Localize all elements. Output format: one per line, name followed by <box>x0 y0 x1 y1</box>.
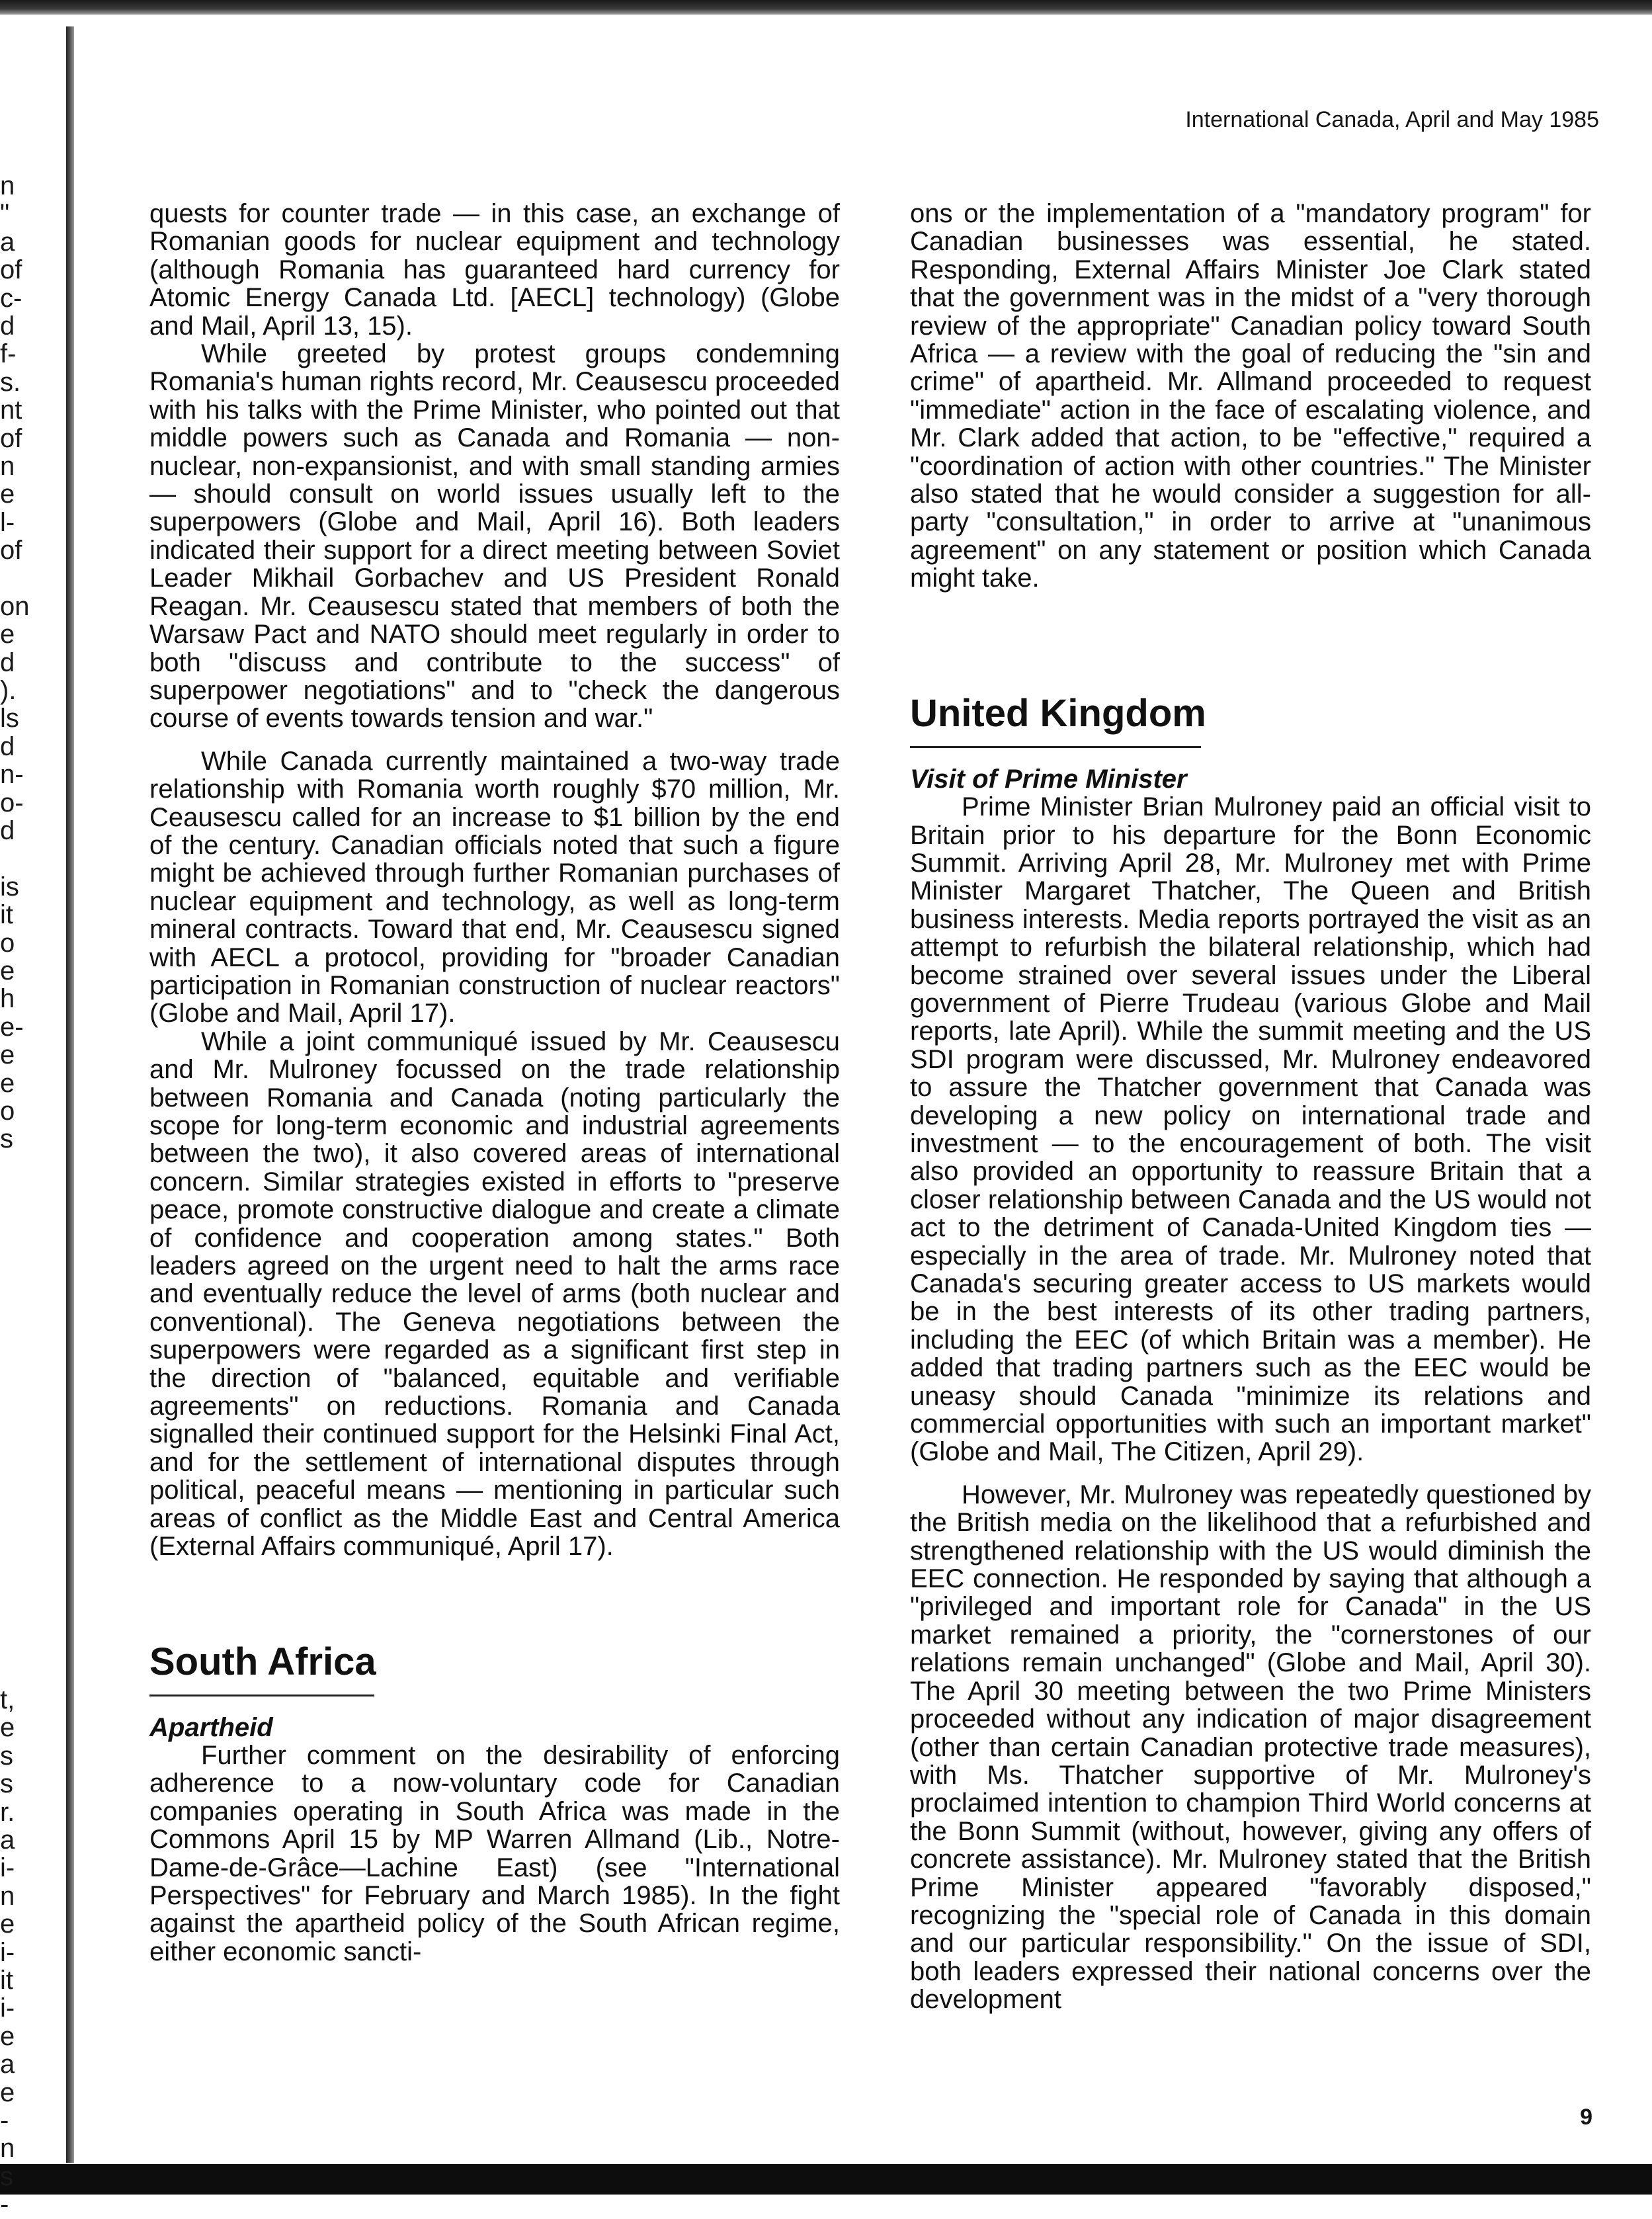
scan-binding-edge <box>66 26 74 2163</box>
cut-off-fragment: it <box>0 1966 13 1995</box>
cut-off-fragment <box>0 1349 40 1377</box>
cut-off-fragment: s <box>0 1124 13 1154</box>
cut-off-fragment: e <box>0 1068 15 1098</box>
body-paragraph: quests for counter trade — in this case, an exchange of Romanian goods for nuclear equipment and technology (although Romania has guaranteed hard currency for Atomic Energy Canada Ltd. [AECL] technology) (Globe and Mail, April 13, 15). <box>149 199 840 341</box>
body-paragraph: However, Mr. Mulroney was repeatedly questioned by the British media on the likelihood that a refurbished and strengthened relationship with the US would diminish the EEC connection. He responded by saying that although a "privileged and important role for Canada" in the US market remained a priority, the "cornerstones of our relations remain unchanged" (Globe and Mail, April 30). The April 30 meeting between the two Prime Ministers proceeded without any indication of major disagreement (other than certain Canadian protective trade measures), with Ms. Thatcher supportive of Mr. Mulroney's proclaimed intention to champion Third World concerns at the Bonn Summit (without, however, giving any offers of concrete assistance). Mr. Mulroney stated that the British Prime Minister appeared "favorably disposed," recognizing the "special role of Canada in this domain and our particular responsibility." On the issue of SDI, both leaders expressed their national concerns over the development <box>910 1480 1591 2015</box>
cut-off-fragment: n <box>0 171 15 200</box>
body-paragraph: While Canada currently maintained a two-way trade relationship with Romania worth roughly $70 million, Mr. Ceausescu called for an increase to $1 billion by the end of the century. Canadian officials noted that such a figure might be achieved through further Romanian purchases of nuclear equipment and technology, as well as long-term mineral contracts. Toward that end, Mr. Ceausescu signed with AECL a protocol, providing for "broader Canadian participation in Romanian construction of nuclear reactors" (Globe and Mail, April 17). <box>149 746 840 1028</box>
cut-off-fragment: ). <box>0 676 17 706</box>
cut-off-fragment: is <box>0 872 19 901</box>
section-heading-united-kingdom: United Kingdom <box>910 691 1206 735</box>
left-column <box>149 200 840 1966</box>
page-number: 9 <box>1580 2105 1592 2130</box>
section-rule <box>910 746 1201 748</box>
body-paragraph: ons or the implementation of a "mandatory program" for Canadian businesses was essential, he stated. Responding, External Affairs Minister Joe Clark stated that the government was in the midst of a "very thorough review of the appropriate" Canadian policy toward South Africa — a review with the goal of reducing the "sin and crime" of apartheid. Mr. Allmand proceeded to request "immediate" action in the face of escalating violence, and Mr. Clark added that action, to be "effective," required a "coordination of action with other countries." The Minister also stated that he would consider a suggestion for all-party "consultation," in order to arrive at "unanimous agreement" on any statement or position which Canada might take. <box>910 199 1591 593</box>
cut-off-fragment: n <box>0 2134 15 2163</box>
body-paragraph: While greeted by protest groups condemning Romania's human rights record, Mr. Ceausescu proceeded with his talks with the Prime Minister, who pointed out that middle powers such as Canada and Romania — non-nuclear, non-expansionist, and with small standing armies — should consult on world issues usually left to the superpowers (Globe and Mail, April 16). Both leaders indicated their support for a direct meeting between Soviet Leader Mikhail Gorbachev and US President Ronald Reagan. Mr. Ceausescu stated that members of both the Warsaw Pact and NATO should meet regularly in order to both "discuss and contribute to the success" of superpower negotiations" and to "check the dangerous course of events towards tension and war." <box>149 339 840 733</box>
cut-off-fragment: a <box>0 2050 15 2079</box>
cut-off-fragment: - <box>0 2190 9 2219</box>
cut-off-fragment: e <box>0 1040 15 1070</box>
cut-off-fragment <box>0 1434 40 1462</box>
subheading-apartheid: Apartheid <box>149 1712 273 1742</box>
cut-off-fragment: a <box>0 1825 15 1855</box>
cut-off-fragment: of <box>0 423 22 453</box>
cut-off-fragment: e <box>0 480 15 509</box>
cut-off-fragment <box>0 1294 40 1321</box>
right-column <box>910 200 1591 2014</box>
cut-off-fragment: o <box>0 1096 15 1126</box>
cut-off-fragment: o <box>0 928 15 958</box>
cut-off-fragment: n <box>0 451 15 481</box>
cut-off-fragment <box>0 1209 40 1237</box>
cut-off-fragment: e <box>0 620 15 649</box>
cut-off-fragment: on <box>0 591 30 621</box>
cut-off-fragment <box>0 1181 40 1209</box>
cut-off-fragment: nt <box>0 396 22 425</box>
cut-off-fragment <box>0 1237 40 1265</box>
cut-off-fragment: ls <box>0 704 19 733</box>
cut-off-fragment <box>0 1321 40 1349</box>
cut-off-fragment: n- <box>0 760 24 790</box>
cut-off-fragment <box>0 1518 40 1546</box>
cut-off-fragment: of <box>0 536 22 565</box>
section-rule <box>149 1695 374 1696</box>
cut-off-fragment: s <box>0 1769 13 1799</box>
cut-off-fragment: d <box>0 816 15 845</box>
cut-off-fragment: s <box>0 2161 13 2191</box>
cut-off-fragment <box>0 1658 40 1686</box>
cut-off-fragment: e <box>0 1713 15 1743</box>
cut-off-fragment <box>0 1153 40 1181</box>
cut-off-fragment: e <box>0 956 15 985</box>
cut-off-fragment: it <box>0 900 13 930</box>
cut-off-fragment: a <box>0 227 15 257</box>
cut-off-fragment <box>0 845 40 872</box>
cut-off-fragment: - <box>0 2105 9 2135</box>
cut-off-fragment: i- <box>0 1993 15 2023</box>
subheading-visit-of-prime-minister: Visit of Prime Minister <box>910 764 1187 794</box>
cut-off-fragment: l- <box>0 507 15 537</box>
cut-off-fragment: s <box>0 1741 13 1771</box>
body-paragraph: Prime Minister Brian Mulroney paid an official visit to Britain prior to his departure for the Bonn Economic Summit. Arriving April 28, Mr. Mulroney met with Prime Minister Margaret Thatcher, The Queen and British business interests. Media reports portrayed the visit as an attempt to refurbish the bilateral relationship, which had become strained over several issues under the Liberal government of Pierre Trudeau (various Globe and Mail reports, late April). While the summit meeting and the US SDI program were discussed, Mr. Mulroney endeavored to assure the Thatcher government that Canada was developing a new policy on international trade and investment — to the encouragement of both. The visit also provided an opportunity to reassure Britain that a closer relationship between Canada and the US would not act to the detriment of Canada-United Kingdom ties — especially in the area of trade. Mr. Mulroney noted that Canada's securing greater access to US markets would be in the best interests of its other trading partners, including the EEC (of which Britain was a member). He added that trading partners such as the EEC would be uneasy should Canada "minimize its relations and commercial opportunities with such an important market" (Globe and Mail, The Citizen, April 29). <box>910 792 1591 1467</box>
cut-off-fragment: r. <box>0 1797 15 1827</box>
cut-off-previous-page-text <box>0 171 40 2219</box>
cut-off-fragment <box>0 1574 40 1602</box>
cut-off-fragment: i- <box>0 1853 15 1883</box>
body-paragraph: While a joint communiqué issued by Mr. Ceausescu and Mr. Mulroney focussed on the trade relationship between Romania and Canada (noting particularly the scope for long-term economic and industrial agreements between the two), it also covered areas of international concern. Similar strategies existed in efforts to "preserve peace, promote constructive dialogue and create a climate of confidence and cooperation among states." Both leaders agreed on the urgent need to halt the arms race and eventually reduce the level of arms (both nuclear and conventional). The Geneva negotiations between the superpowers were regarded as a significant first step in the direction of "balanced, equitable and verifiable agreements" on reductions. Romania and Canada signalled their continued support for the Helsinki Final Act, and for the settlement of international disputes through political, peaceful means — mentioning in particular such areas of conflict as the Middle East and Central America (External Affairs communiqué, April 17). <box>149 1026 840 1562</box>
cut-off-fragment: e <box>0 2021 15 2051</box>
cut-off-fragment: i- <box>0 1937 15 1967</box>
cut-off-fragment: t, <box>0 1685 15 1715</box>
cut-off-fragment: c- <box>0 283 22 313</box>
cut-off-fragment <box>0 1630 40 1657</box>
section-heading-south-africa: South Africa <box>149 1640 376 1683</box>
cut-off-fragment <box>0 1265 40 1293</box>
cut-off-fragment <box>0 564 40 592</box>
cut-off-fragment <box>0 1462 40 1489</box>
cut-off-fragment: e- <box>0 1012 24 1042</box>
cut-off-fragment: " <box>0 199 10 229</box>
cut-off-fragment <box>0 1489 40 1517</box>
cut-off-fragment <box>0 1602 40 1630</box>
cut-off-fragment <box>0 1405 40 1433</box>
running-header: International Canada, April and May 1985 <box>1185 107 1599 132</box>
cut-off-fragment: f- <box>0 339 17 369</box>
scan-top-edge <box>0 0 1652 15</box>
cut-off-fragment: h <box>0 984 15 1014</box>
cut-off-fragment: n <box>0 1881 15 1911</box>
cut-off-fragment: d <box>0 732 15 761</box>
cut-off-fragment: s. <box>0 367 21 397</box>
scan-bottom-edge <box>0 2161 1652 2195</box>
cut-off-fragment: e <box>0 2077 15 2107</box>
cut-off-fragment <box>0 1378 40 1405</box>
body-paragraph: Further comment on the desirability of enforcing adherence to a now-voluntary code for Canadian companies operating in South Africa was made in the Commons April 15 by MP Warren Allmand (Lib., Notre-Dame-de-Grâce—Lachine East) (see "International Perspectives" for February and March 1985). In the fight against the apartheid policy of the South African regime, either economic sancti- <box>149 1740 840 1966</box>
cut-off-fragment <box>0 1546 40 1573</box>
cut-off-fragment: d <box>0 648 15 677</box>
cut-off-fragment: of <box>0 255 22 285</box>
cut-off-fragment: e <box>0 1909 15 1939</box>
cut-off-fragment: o- <box>0 788 24 817</box>
cut-off-fragment: d <box>0 311 15 341</box>
